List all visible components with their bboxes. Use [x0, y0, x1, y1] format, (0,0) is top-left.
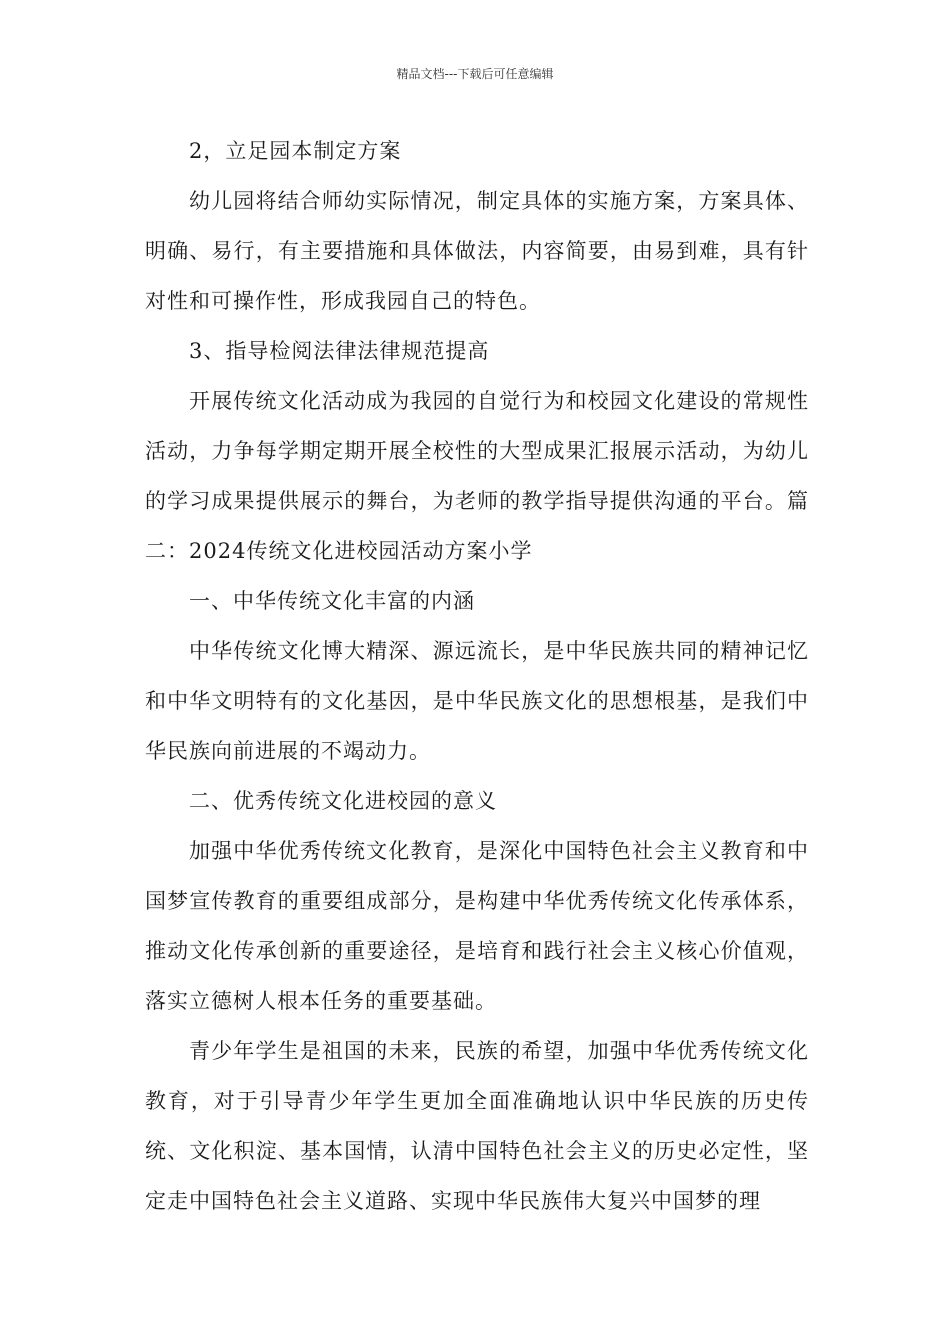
page-header: 精品文档---下载后可任意编辑	[396, 67, 554, 81]
paragraph-plan: 幼儿园将结合师幼实际情况，制定具体的实施方案，方案具体、明确、易行，有主要措施和具体做法，内容简要，由易到难，具有针对性和可操作性，形成我园自己的特色。	[145, 189, 809, 313]
section-heading-one: 一、中华传统文化丰富的内涵	[189, 589, 475, 613]
section-heading-two: 二、优秀传统文化进校园的意义	[189, 789, 497, 813]
document-body	[145, 126, 809, 1226]
section-heading-3: 3、指导检阅法律法律规范提高	[189, 339, 490, 363]
paragraph-culture-meaning: 中华传统文化博大精深、源远流长，是中华民族共同的精神记忆和中华文明特有的文化基因，是中华民族文化的思想根基，是我们中华民族向前进展的不竭动力。	[145, 639, 809, 763]
paragraph-education-importance: 加强中华优秀传统文化教育，是深化中国特色社会主义教育和中国梦宣传教育的重要组成部分，是构建中华优秀传统文化传承体系，推动文化传承创新的重要途径，是培育和践行社会主义核心价值观，落实立德树人根本任务的重要基础。	[145, 839, 809, 1013]
paragraph-youth: 青少年学生是祖国的未来，民族的希望，加强中华优秀传统文化教育，对于引导青少年学生更加全面准确地认识中华民族的历史传统、文化积淀、基本国情，认清中国特色社会主义的历史必定性，坚定走中国特色社会主义道路、实现中华民族伟大复兴中国梦的理	[145, 1039, 809, 1213]
section-heading-2: 2，立足园本制定方案	[189, 139, 402, 163]
paragraph-activities: 开展传统文化活动成为我园的自觉行为和校园文化建设的常规性活动，力争每学期定期开展全校性的大型成果汇报展示活动，为幼儿的学习成果提供展示的舞台，为老师的教学指导提供沟通的平台。篇二：2024传统文化进校园活动方案小学	[145, 389, 809, 563]
